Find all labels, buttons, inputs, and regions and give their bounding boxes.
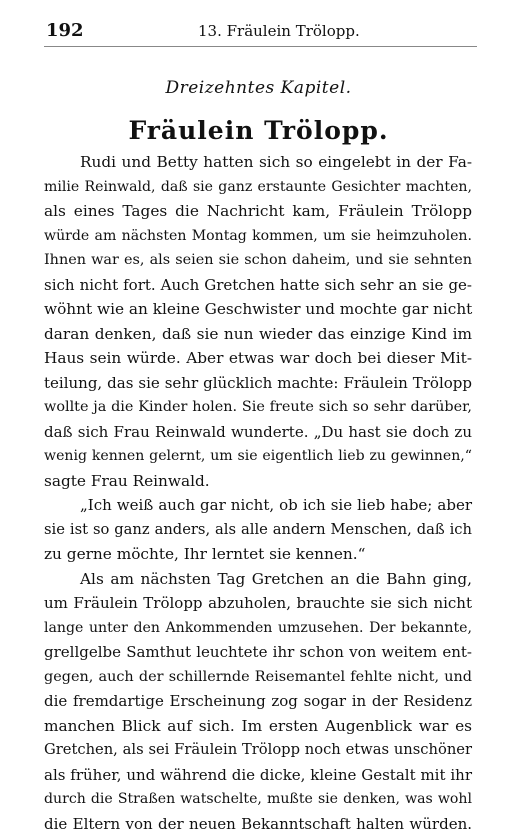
text-line: als eines Tages die Nachricht kam, Fräulein Trölopp: [44, 199, 472, 224]
text-line: wenig kennen gelernt, um sie eigentlich lieb zu gewinnen,“: [44, 444, 472, 469]
text-line: um Fräulein Trölopp abzuholen, brauchte sie sich nicht: [44, 591, 472, 616]
text-line: Gretchen, als sei Fräulein Trölopp noch etwas unschöner: [44, 738, 472, 763]
text-line: teilung, das sie sehr glücklich machte: Fräulein Trölopp: [44, 371, 472, 396]
text-line: Rudi und Betty hatten sich so eingelebt in der Fa-: [44, 150, 472, 175]
text-line: die Eltern von der neuen Bekanntschaft halten würden.: [44, 812, 472, 836]
text-line: daß sich Frau Reinwald wunderte. „Du hast sie doch zu: [44, 420, 472, 445]
chapter-title: Fräulein Trölopp.: [0, 116, 517, 145]
text-line: sie ist so ganz anders, als alle andern Menschen, daß ich: [44, 518, 472, 543]
text-line: „Ich weiß auch gar nicht, ob ich sie lieb habe; aber: [44, 493, 472, 518]
text-line: gegen, auch der schillernde Reisemantel fehlte nicht, und: [44, 665, 472, 690]
text-line: manchen Blick auf sich. Im ersten Augenblick war es: [44, 714, 472, 739]
text-line: zu gerne möchte, Ihr lerntet sie kennen.“: [44, 542, 472, 567]
text-line: wollte ja die Kinder holen. Sie freute sich so sehr darüber,: [44, 395, 472, 420]
header-divider: [44, 46, 477, 47]
running-header: [46, 20, 477, 42]
text-line: milie Reinwald, daß sie ganz erstaunte Gesichter machten,: [44, 175, 472, 200]
text-line: Als am nächsten Tag Gretchen an die Bahn ging,: [44, 567, 472, 592]
text-line: sagte Frau Reinwald.: [44, 469, 472, 494]
text-line: lange unter den Ankommenden umzusehen. Der bekannte,: [44, 616, 472, 641]
text-line: Ihnen war es, als seien sie schon daheim, und sie sehnten: [44, 248, 472, 273]
chapter-label: Dreizehntes Kapitel.: [0, 78, 517, 98]
text-line: durch die Straßen watschelte, mußte sie denken, was wohl: [44, 787, 472, 812]
text-line: grellgelbe Samthut leuchtete ihr schon von weitem ent-: [44, 640, 472, 665]
text-line: die fremdartige Erscheinung zog sogar in der Residenz: [44, 689, 472, 714]
text-line: sich nicht fort. Auch Gretchen hatte sich sehr an sie ge-: [44, 273, 472, 298]
text-line: als früher, und während die dicke, kleine Gestalt mit ihr: [44, 763, 472, 788]
text-line: daran denken, daß sie nun wieder das einzige Kind im: [44, 322, 472, 347]
page-number: 192: [46, 20, 84, 41]
body-text: [44, 150, 472, 836]
text-line: würde am nächsten Montag kommen, um sie heimzuholen.: [44, 224, 472, 249]
text-line: Haus sein würde. Aber etwas war doch bei dieser Mit-: [44, 346, 472, 371]
text-line: wöhnt wie an kleine Geschwister und mochte gar nicht: [44, 297, 472, 322]
running-title: 13. Fräulein Trölopp.: [198, 22, 360, 40]
